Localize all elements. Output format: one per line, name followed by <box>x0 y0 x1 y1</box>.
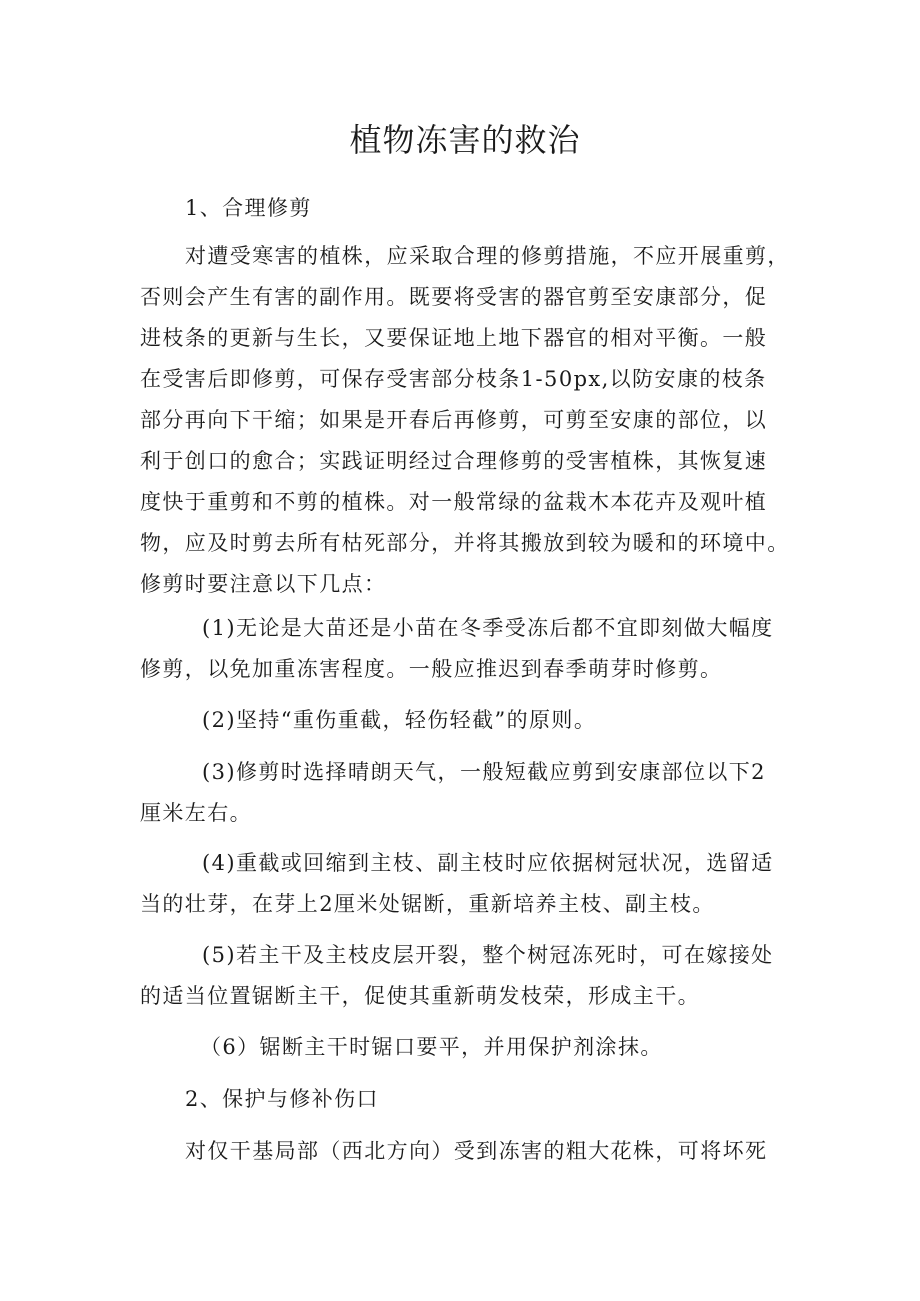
text-line: 修剪，以免加重冻害程度。一般应推迟到春季萌芽时修剪。 <box>140 657 723 681</box>
text-line: 在受害后即修剪，可保存受害部分枝条1-50px,以防安康的枝条 <box>140 367 767 391</box>
text-line: 否则会产生有害的副作用。既要将受害的器官剪至安康部分，促 <box>140 285 768 309</box>
point-5 <box>140 935 810 1017</box>
point-4 <box>140 843 810 925</box>
section-heading-wound-care: 2、保护与修补伤口 <box>185 1087 379 1111</box>
text-line: 对遭受寒害的植株，应采取合理的修剪措施，不应开展重剪， <box>185 244 790 268</box>
text-line: 物，应及时剪去所有枯死部分，并将其搬放到较为暖和的环境中。 <box>140 531 790 555</box>
text-line: 当的壮芽，在芽上2厘米处锯断，重新培养主枝、副主枝。 <box>140 892 715 916</box>
section-heading-pruning: 1、合理修剪 <box>185 196 312 220</box>
paragraph-wound-care: 对仅干基局部（西北方向）受到冻害的粗大花株，可将坏死 <box>185 1139 768 1163</box>
text-line: 度快于重剪和不剪的植株。对一般常绿的盆栽木本花卉及观叶植 <box>140 490 768 514</box>
text-line: 的适当位置锯断主干，促使其重新萌发枝荣，形成主干。 <box>140 984 700 1008</box>
point-6: （6）锯断主干时锯口要平，并用保护剂涂抹。 <box>200 1035 663 1059</box>
text-line: 厘米左右。 <box>140 801 252 825</box>
text-line: (5)若主干及主枝皮层开裂，整个树冠冻死时，可在嫁接处 <box>202 943 774 967</box>
text-line: (1)无论是大苗还是小苗在冬季受冻后都不宜即刻做大幅度 <box>202 616 774 640</box>
point-3 <box>140 752 810 834</box>
text-line: 利于创口的愈合；实践证明经过合理修剪的受害植株，其恢复速 <box>140 449 768 473</box>
text-line: 部分再向下干缩；如果是开春后再修剪，可剪至安康的部位，以 <box>140 408 768 432</box>
text-line: (3)修剪时选择晴朗天气，一般短截应剪到安康部位以下2 <box>202 760 766 784</box>
page-title: 植物冻害的救治 <box>349 121 581 159</box>
text-line: (4)重截或回缩到主枝、副主枝时应依据树冠状况，选留适 <box>202 851 774 875</box>
point-1 <box>140 608 810 690</box>
point-2: (2)坚持“重伤重截，轻伤轻截”的原则。 <box>202 708 597 732</box>
text-line: 修剪时要注意以下几点： <box>140 572 387 596</box>
text-line: 进枝条的更新与生长，又要保证地上地下器官的相对平衡。一般 <box>140 326 768 350</box>
paragraph-pruning-intro <box>140 236 810 605</box>
